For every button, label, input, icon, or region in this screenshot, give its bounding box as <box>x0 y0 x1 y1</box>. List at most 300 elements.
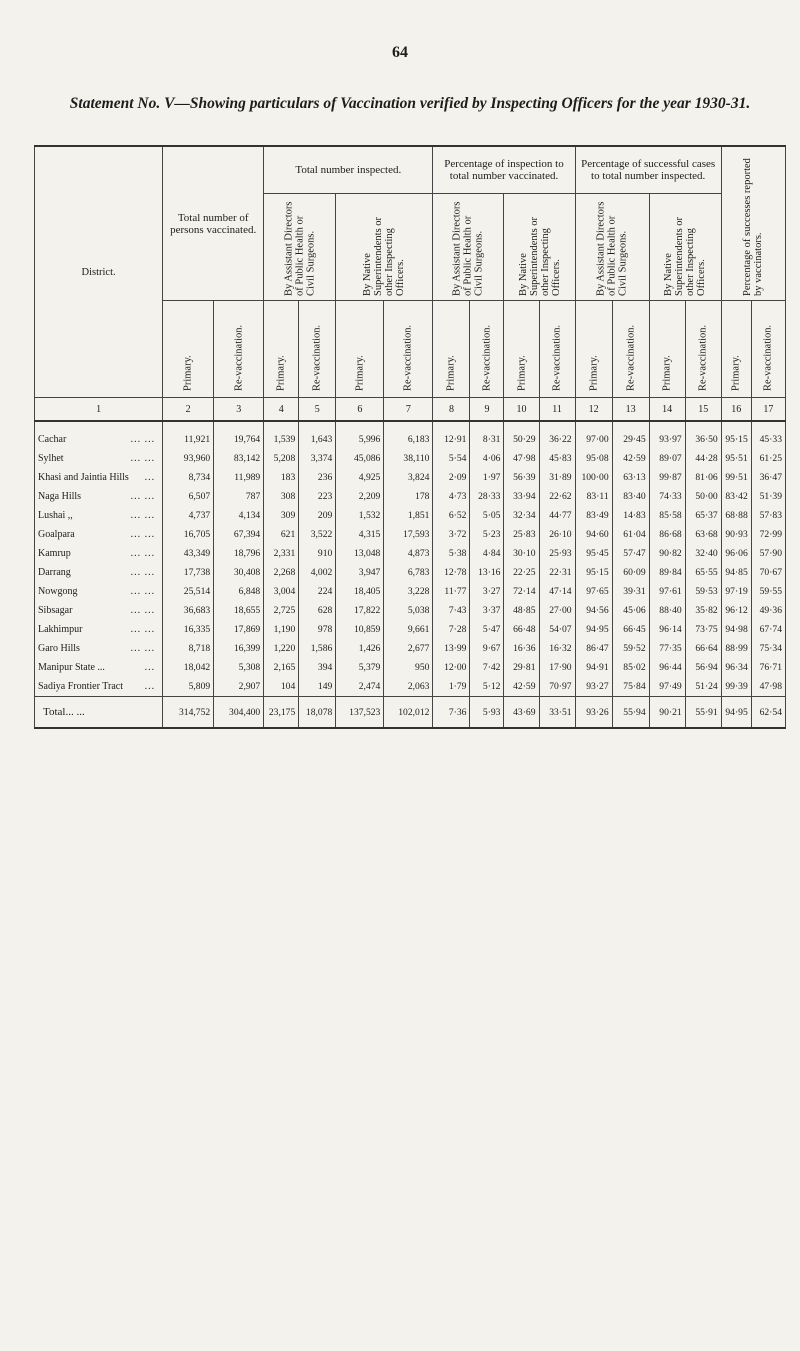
table-cell: 94·60 <box>575 525 612 544</box>
district-name-text: Garo Hills <box>38 643 80 654</box>
table-cell: 17,738 <box>163 563 214 582</box>
table-cell: 394 <box>299 658 336 677</box>
table-cell: 81·06 <box>685 468 721 487</box>
district-name <box>35 658 163 677</box>
primary-header: Primary. <box>721 301 751 398</box>
table-cell: 100·00 <box>575 468 612 487</box>
table-cell: 3·37 <box>470 601 504 620</box>
revaccination-header: Re-vaccination. <box>214 301 264 398</box>
leader-dots: ... ... <box>130 624 156 635</box>
table-cell: 96·06 <box>721 544 751 563</box>
district-name-text: Cachar <box>38 434 67 445</box>
primary-header: Primary. <box>336 301 384 398</box>
table-cell: 96·44 <box>649 658 685 677</box>
table-cell: 1,426 <box>336 639 384 658</box>
table-cell: 4·06 <box>470 449 504 468</box>
table-cell: 36·22 <box>539 421 575 449</box>
table-cell: 4,737 <box>163 506 214 525</box>
table-cell: 26·10 <box>539 525 575 544</box>
total-inspected-header: Total number inspected. <box>264 146 433 194</box>
table-row <box>35 544 786 563</box>
table-row <box>35 563 786 582</box>
table-cell: 25,514 <box>163 582 214 601</box>
table-cell: 9,661 <box>384 620 433 639</box>
table-cell: 7·28 <box>433 620 470 639</box>
table-cell: 57·83 <box>751 506 785 525</box>
total-label-text: Total <box>43 706 66 718</box>
leader-dots: ... <box>144 472 156 483</box>
district-name-text: Kamrup <box>38 548 71 559</box>
district-name <box>35 525 163 544</box>
table-cell: 3,374 <box>299 449 336 468</box>
column-number: 6 <box>336 398 384 422</box>
leader-dots: ... ... <box>130 491 156 502</box>
table-cell: 11,989 <box>214 468 264 487</box>
table-cell: 104 <box>264 677 299 697</box>
table-row <box>35 620 786 639</box>
table-cell: 61·25 <box>751 449 785 468</box>
table-cell: 32·40 <box>685 544 721 563</box>
table-cell: 63·13 <box>612 468 649 487</box>
district-name-text: Manipur State ... <box>38 662 105 673</box>
column-number: 5 <box>299 398 336 422</box>
table-cell: 56·39 <box>504 468 539 487</box>
table-cell: 5,308 <box>214 658 264 677</box>
revaccination-header: Re-vaccination. <box>539 301 575 398</box>
district-name-text: Nowgong <box>38 586 78 597</box>
total-label <box>35 697 163 729</box>
table-cell: 95·15 <box>575 563 612 582</box>
table-cell: 5·23 <box>470 525 504 544</box>
table-cell: 75·34 <box>751 639 785 658</box>
table-cell: 6,848 <box>214 582 264 601</box>
primary-header: Primary. <box>163 301 214 398</box>
table-cell: 5,379 <box>336 658 384 677</box>
table-cell: 4,002 <box>299 563 336 582</box>
column-number: 15 <box>685 398 721 422</box>
table-cell: 49·36 <box>751 601 785 620</box>
pct-inspection-header: Percentage of inspection to total number vaccinated. <box>433 146 575 194</box>
district-name-text: Lushai ,, <box>38 510 73 521</box>
leader-dots: ... <box>144 662 156 673</box>
table-cell: 4,134 <box>214 506 264 525</box>
table-cell: 47·98 <box>751 677 785 697</box>
table-cell: 85·02 <box>612 658 649 677</box>
asst-dir-inspected-header: By Assistant Directors of Public Health or Civil Surgeons. <box>264 194 336 301</box>
revaccination-header: Re-vaccination. <box>612 301 649 398</box>
table-cell: 93·97 <box>649 421 685 449</box>
column-number: 4 <box>264 398 299 422</box>
table-cell: 36·47 <box>751 468 785 487</box>
table-cell: 83·11 <box>575 487 612 506</box>
table-cell: 66·48 <box>504 620 539 639</box>
table-cell: 2,677 <box>384 639 433 658</box>
table-cell: 83,142 <box>214 449 264 468</box>
table-cell: 97·19 <box>721 582 751 601</box>
table-cell: 93·26 <box>575 697 612 729</box>
table-cell: 94·95 <box>721 697 751 729</box>
district-name <box>35 544 163 563</box>
table-cell: 314,752 <box>163 697 214 729</box>
table-cell: 1,532 <box>336 506 384 525</box>
column-number: 3 <box>214 398 264 422</box>
table-cell: 149 <box>299 677 336 697</box>
vaccination-table <box>34 145 786 729</box>
table-cell: 36,683 <box>163 601 214 620</box>
table-cell: 6·52 <box>433 506 470 525</box>
table-cell: 22·31 <box>539 563 575 582</box>
table-cell: 1,220 <box>264 639 299 658</box>
table-cell: 54·07 <box>539 620 575 639</box>
table-cell: 1,586 <box>299 639 336 658</box>
table-cell: 17,869 <box>214 620 264 639</box>
table-cell: 45·83 <box>539 449 575 468</box>
table-cell: 16·32 <box>539 639 575 658</box>
table-cell: 97·61 <box>649 582 685 601</box>
district-name <box>35 421 163 449</box>
table-cell: 19,764 <box>214 421 264 449</box>
table-cell: 43·69 <box>504 697 539 729</box>
table-cell: 94·85 <box>721 563 751 582</box>
table-cell: 99·39 <box>721 677 751 697</box>
leader-dots: ... ... <box>130 567 156 578</box>
table-cell: 23,175 <box>264 697 299 729</box>
table-cell: 3·72 <box>433 525 470 544</box>
table-cell: 35·82 <box>685 601 721 620</box>
table-cell: 18,042 <box>163 658 214 677</box>
table-cell: 6,183 <box>384 421 433 449</box>
table-cell: 18,655 <box>214 601 264 620</box>
table-cell: 621 <box>264 525 299 544</box>
table-cell: 83·42 <box>721 487 751 506</box>
leader-dots: ... ... <box>130 605 156 616</box>
table-row <box>35 658 786 677</box>
table-cell: 2·09 <box>433 468 470 487</box>
table-cell: 304,400 <box>214 697 264 729</box>
table-cell: 3,522 <box>299 525 336 544</box>
table-row <box>35 506 786 525</box>
table-cell: 22·25 <box>504 563 539 582</box>
table-cell: 11·77 <box>433 582 470 601</box>
table-cell: 50·00 <box>685 487 721 506</box>
table-cell: 6,783 <box>384 563 433 582</box>
leader-dots: ... ... <box>130 548 156 559</box>
asst-dir-inspection-header: By Assistant Directors of Public Health or Civil Surgeons. <box>433 194 504 301</box>
table-cell: 12·78 <box>433 563 470 582</box>
district-name-text: Sylhet <box>38 453 64 464</box>
table-cell: 44·28 <box>685 449 721 468</box>
revaccination-header: Re-vaccination. <box>384 301 433 398</box>
primary-header: Primary. <box>504 301 539 398</box>
table-cell: 29·81 <box>504 658 539 677</box>
table-cell: 90·82 <box>649 544 685 563</box>
table-cell: 97·00 <box>575 421 612 449</box>
primary-header: Primary. <box>575 301 612 398</box>
table-cell: 33·51 <box>539 697 575 729</box>
table-cell: 12·91 <box>433 421 470 449</box>
table-cell: 5,809 <box>163 677 214 697</box>
table-cell: 59·55 <box>751 582 785 601</box>
table-cell: 8·31 <box>470 421 504 449</box>
table-cell: 5,208 <box>264 449 299 468</box>
table-cell: 51·39 <box>751 487 785 506</box>
table-cell: 1,851 <box>384 506 433 525</box>
table-cell: 17,593 <box>384 525 433 544</box>
table-cell: 978 <box>299 620 336 639</box>
district-name <box>35 449 163 468</box>
column-number: 1 <box>35 398 163 422</box>
table-cell: 77·35 <box>649 639 685 658</box>
table-cell: 183 <box>264 468 299 487</box>
table-cell: 25·83 <box>504 525 539 544</box>
table-cell: 76·71 <box>751 658 785 677</box>
table-cell: 14·83 <box>612 506 649 525</box>
table-cell: 7·42 <box>470 658 504 677</box>
table-cell: 70·97 <box>539 677 575 697</box>
revaccination-header: Re-vaccination. <box>299 301 336 398</box>
table-cell: 16,705 <box>163 525 214 544</box>
table-cell: 787 <box>214 487 264 506</box>
table-cell: 89·84 <box>649 563 685 582</box>
table-cell: 88·40 <box>649 601 685 620</box>
table-cell: 57·47 <box>612 544 649 563</box>
table-cell: 45,086 <box>336 449 384 468</box>
table-cell: 5·05 <box>470 506 504 525</box>
table-cell: 72·14 <box>504 582 539 601</box>
table-cell: 96·12 <box>721 601 751 620</box>
table-cell: 16,335 <box>163 620 214 639</box>
table-cell: 67·74 <box>751 620 785 639</box>
table-cell: 96·14 <box>649 620 685 639</box>
district-name-text: Darrang <box>38 567 71 578</box>
table-cell: 97·49 <box>649 677 685 697</box>
asst-dir-successful-header: By Assistant Directors of Public Health or Civil Surgeons. <box>575 194 649 301</box>
column-number: 16 <box>721 398 751 422</box>
table-cell: 236 <box>299 468 336 487</box>
column-number: 12 <box>575 398 612 422</box>
column-number-row <box>35 398 786 422</box>
table-cell: 99·51 <box>721 468 751 487</box>
table-cell: 2,209 <box>336 487 384 506</box>
table-cell: 68·88 <box>721 506 751 525</box>
table-row <box>35 582 786 601</box>
table-cell: 31·89 <box>539 468 575 487</box>
table-cell: 628 <box>299 601 336 620</box>
table-cell: 2,165 <box>264 658 299 677</box>
total-vaccinated-header: Total number of persons vaccinated. <box>163 146 264 301</box>
revaccination-header: Re-vaccination. <box>470 301 504 398</box>
table-cell: 66·45 <box>612 620 649 639</box>
table-cell: 8,718 <box>163 639 214 658</box>
table-cell: 48·85 <box>504 601 539 620</box>
leader-dots: ... ... <box>65 706 85 718</box>
table-cell: 45·06 <box>612 601 649 620</box>
table-cell: 308 <box>264 487 299 506</box>
table-cell: 59·52 <box>612 639 649 658</box>
table-cell: 51·24 <box>685 677 721 697</box>
table-cell: 13,048 <box>336 544 384 563</box>
table-cell: 95·08 <box>575 449 612 468</box>
table-cell: 7·43 <box>433 601 470 620</box>
table-cell: 5,038 <box>384 601 433 620</box>
column-number: 10 <box>504 398 539 422</box>
native-supt-successful-header: By Native Superintendents or other Inspecting Officers. <box>649 194 721 301</box>
table-cell: 83·40 <box>612 487 649 506</box>
table-cell: 86·68 <box>649 525 685 544</box>
leader-dots: ... <box>144 681 156 692</box>
table-cell: 5·93 <box>470 697 504 729</box>
table-cell: 3·27 <box>470 582 504 601</box>
table-cell: 56·94 <box>685 658 721 677</box>
table-cell: 2,331 <box>264 544 299 563</box>
table-cell: 30·10 <box>504 544 539 563</box>
primary-header: Primary. <box>264 301 299 398</box>
table-cell: 950 <box>384 658 433 677</box>
primary-header: Primary. <box>433 301 470 398</box>
table-cell: 5·54 <box>433 449 470 468</box>
table-cell: 93,960 <box>163 449 214 468</box>
table-cell: 93·27 <box>575 677 612 697</box>
column-number: 9 <box>470 398 504 422</box>
table-cell: 13·16 <box>470 563 504 582</box>
table-cell: 50·29 <box>504 421 539 449</box>
table-cell: 42·59 <box>504 677 539 697</box>
table-cell: 95·45 <box>575 544 612 563</box>
leader-dots: ... ... <box>130 510 156 521</box>
table-cell: 4·84 <box>470 544 504 563</box>
table-row <box>35 601 786 620</box>
table-cell: 224 <box>299 582 336 601</box>
table-cell: 4,315 <box>336 525 384 544</box>
table-cell: 8,734 <box>163 468 214 487</box>
table-cell: 13·99 <box>433 639 470 658</box>
table-cell: 28·33 <box>470 487 504 506</box>
table-cell: 1·79 <box>433 677 470 697</box>
table-cell: 70·67 <box>751 563 785 582</box>
pct-successful-header: Percentage of successful cases to total number inspected. <box>575 146 721 194</box>
table-cell: 2,725 <box>264 601 299 620</box>
table-cell: 74·33 <box>649 487 685 506</box>
table-cell: 3,004 <box>264 582 299 601</box>
column-number: 17 <box>751 398 785 422</box>
table-row <box>35 421 786 449</box>
native-supt-inspected-header: By Native Superintendents or other Inspecting Officers. <box>336 194 433 301</box>
table-cell: 65·55 <box>685 563 721 582</box>
table-cell: 1·97 <box>470 468 504 487</box>
table-cell: 17·90 <box>539 658 575 677</box>
table-cell: 67,394 <box>214 525 264 544</box>
table-cell: 2,268 <box>264 563 299 582</box>
primary-header: Primary. <box>649 301 685 398</box>
table-cell: 60·09 <box>612 563 649 582</box>
table-cell: 95·51 <box>721 449 751 468</box>
table-cell: 83·49 <box>575 506 612 525</box>
table-cell: 94·95 <box>575 620 612 639</box>
table-cell: 29·45 <box>612 421 649 449</box>
leader-dots: ... ... <box>130 643 156 654</box>
table-cell: 137,523 <box>336 697 384 729</box>
district-name <box>35 677 163 697</box>
table-cell: 2,474 <box>336 677 384 697</box>
table-cell: 3,947 <box>336 563 384 582</box>
table-cell: 90·21 <box>649 697 685 729</box>
table-cell: 5,996 <box>336 421 384 449</box>
table-cell: 72·99 <box>751 525 785 544</box>
table-cell: 3,824 <box>384 468 433 487</box>
table-cell: 16·36 <box>504 639 539 658</box>
total-row <box>35 697 786 729</box>
district-name <box>35 620 163 639</box>
column-number: 11 <box>539 398 575 422</box>
table-cell: 2,907 <box>214 677 264 697</box>
district-name <box>35 582 163 601</box>
table-cell: 5·38 <box>433 544 470 563</box>
table-cell: 47·14 <box>539 582 575 601</box>
page-number: 64 <box>392 44 408 61</box>
table-cell: 25·93 <box>539 544 575 563</box>
table-cell: 94·98 <box>721 620 751 639</box>
table-cell: 55·94 <box>612 697 649 729</box>
table-cell: 85·58 <box>649 506 685 525</box>
table-cell: 95·15 <box>721 421 751 449</box>
district-name-text: Naga Hills <box>38 491 82 502</box>
table-cell: 309 <box>264 506 299 525</box>
table-cell: 39·31 <box>612 582 649 601</box>
column-number: 7 <box>384 398 433 422</box>
leader-dots: ... ... <box>130 529 156 540</box>
table-cell: 4,925 <box>336 468 384 487</box>
table-row <box>35 677 786 697</box>
table-cell: 47·98 <box>504 449 539 468</box>
district-name <box>35 601 163 620</box>
district-name <box>35 563 163 582</box>
column-number: 2 <box>163 398 214 422</box>
native-supt-inspection-header: By Native Superintendents or other Inspecting Officers. <box>504 194 575 301</box>
table-cell: 9·67 <box>470 639 504 658</box>
table-cell: 22·62 <box>539 487 575 506</box>
table-cell: 10,859 <box>336 620 384 639</box>
table-cell: 12·00 <box>433 658 470 677</box>
table-cell: 2,063 <box>384 677 433 697</box>
district-name <box>35 506 163 525</box>
district-name <box>35 639 163 658</box>
district-name-text: Lakhimpur <box>38 624 83 635</box>
table-cell: 6,507 <box>163 487 214 506</box>
revaccination-header: Re-vaccination. <box>751 301 785 398</box>
district-header: District. <box>35 146 163 398</box>
district-name-text: Khasi and Jaintia Hills <box>38 472 129 483</box>
table-cell: 16,399 <box>214 639 264 658</box>
table-cell: 910 <box>299 544 336 563</box>
table-cell: 27·00 <box>539 601 575 620</box>
column-number: 14 <box>649 398 685 422</box>
table-cell: 4·73 <box>433 487 470 506</box>
table-cell: 65·37 <box>685 506 721 525</box>
table-cell: 4,873 <box>384 544 433 563</box>
table-cell: 38,110 <box>384 449 433 468</box>
table-cell: 11,921 <box>163 421 214 449</box>
leader-dots: ... ... <box>130 453 156 464</box>
table-cell: 32·34 <box>504 506 539 525</box>
table-cell: 18,796 <box>214 544 264 563</box>
table-cell: 7·36 <box>433 697 470 729</box>
table-cell: 209 <box>299 506 336 525</box>
pct-reported-header: Percentage of successes reported by vaccinators. <box>721 146 785 301</box>
table-cell: 62·54 <box>751 697 785 729</box>
table-cell: 88·99 <box>721 639 751 658</box>
table-cell: 18,405 <box>336 582 384 601</box>
column-number: 8 <box>433 398 470 422</box>
